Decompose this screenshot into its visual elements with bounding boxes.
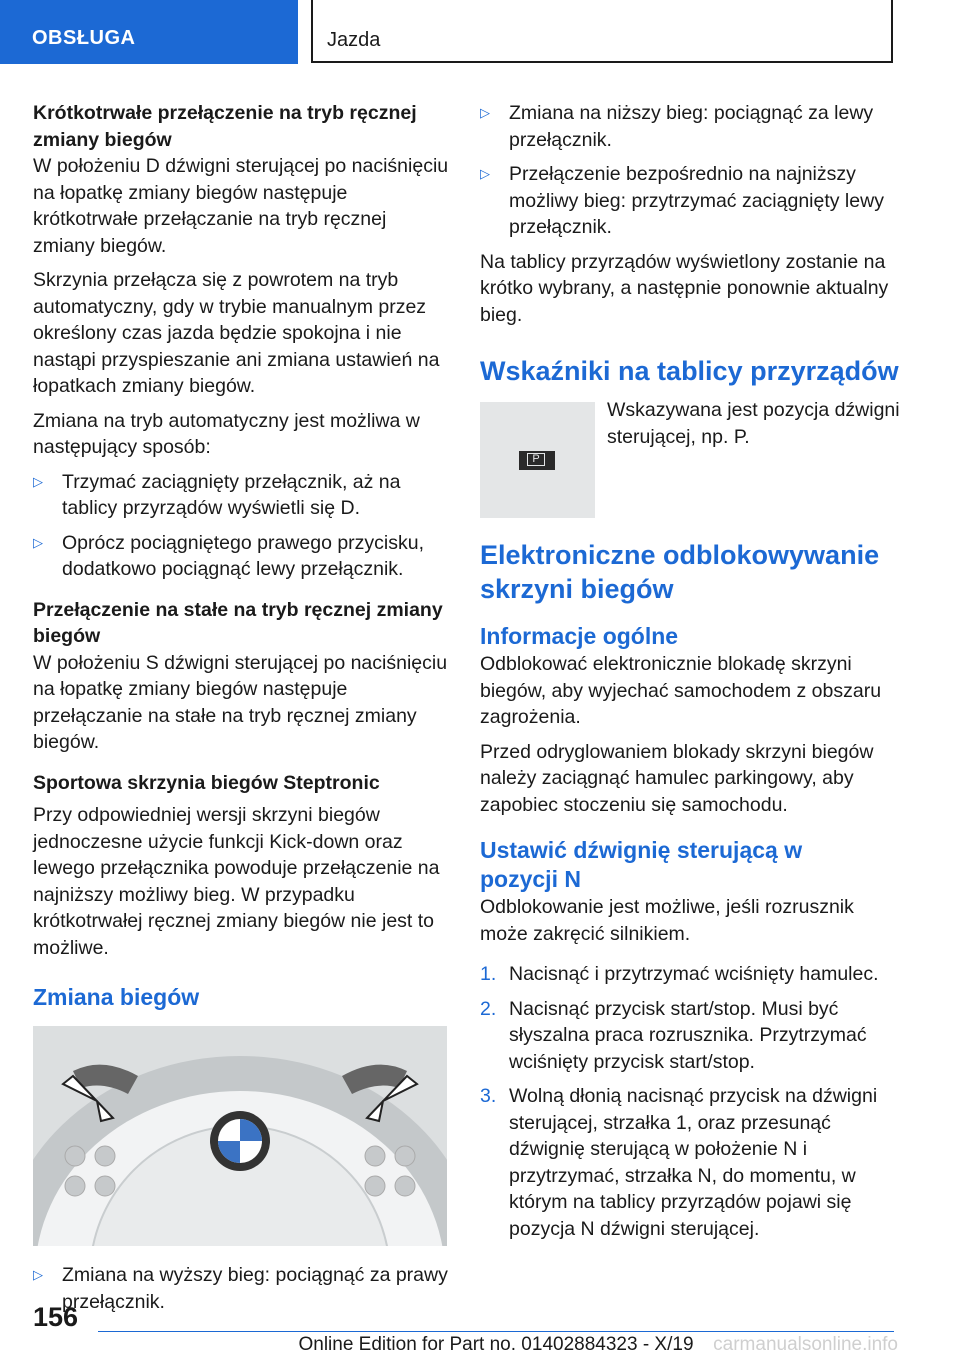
list-item <box>480 100 900 153</box>
page-number: 156 <box>33 1302 79 1332</box>
bullet-list <box>33 469 453 583</box>
paragraph: Na tablicy przyrządów wyświetlony zostanie na krótko wybrany, a następnie ponownie aktualny bieg. <box>480 250 889 326</box>
step-item <box>480 996 900 1076</box>
footer-edition: Online Edition for Part no. 01402884323 - X/19 <box>298 1334 694 1355</box>
heading-short-manual: Krótkotrwałe przełączenie na tryb ręcznej zmiany biegów <box>33 102 417 151</box>
header-section-label: OBSŁUGA <box>32 27 136 49</box>
gear-p-icon <box>519 451 555 470</box>
paragraph: Skrzynia przełącza się z powrotem na tryb automatyczny, gdy w trybie manualnym przez określony czas jazda będzie spokojna i nie nastąpi przyspieszanie ani zmiana ustawień na łopatkach zmiany biegów. <box>33 269 440 397</box>
gear-p-glyph: P <box>527 453 545 466</box>
paragraph: W położeniu S dźwigni sterującej po naciśnięciu na łopatkę zmiany biegów następuje przełączanie na stałe na tryb ręcznej zmiany biegów. <box>33 651 448 753</box>
left-column <box>33 100 453 1323</box>
triangle-right-icon: ▷ <box>480 105 490 120</box>
section-title-gear-change: Zmiana biegów <box>33 984 200 1010</box>
right-column <box>480 100 900 1250</box>
footer-divider <box>98 1331 894 1332</box>
paragraph: Odblokowanie jest możliwe, jeśli rozrusznik może zakręcić silnikiem. <box>480 896 854 945</box>
triangle-right-icon: ▷ <box>33 1267 43 1282</box>
paragraph: Zmiana na tryb automatyczny jest możliwa w następujący sposób: <box>33 409 420 458</box>
heading-steptronic: Sportowa skrzynia biegów Steptronic <box>33 771 380 794</box>
section-title-electronic-unlock: Elektroniczne odblokowywanie skrzyni biegów <box>480 540 880 604</box>
step-number: 3. <box>480 1085 497 1107</box>
header-chapter-tab <box>311 0 893 63</box>
list-item <box>480 161 900 241</box>
subsection-title-set-n: Ustawić dźwignię sterującą w pozycji N <box>480 837 803 892</box>
indicator-figure-row <box>480 399 900 518</box>
list-item-text: Przełączenie bezpośrednio na najniższy możliwy bieg: przytrzymać zaciągnięty lewy przełącznik. <box>509 163 884 238</box>
paragraph: W położeniu D dźwigni sterującej po naciśnięciu na łopatkę zmiany biegów następuje krótkotrwałe przełączanie na tryb ręcznej zmiany biegów. <box>33 155 449 257</box>
step-text: Nacisnąć przycisk start/stop. Musi być słyszalna praca rozrusznika. Przytrzymać wciśnięty przycisk start/stop. <box>509 997 867 1073</box>
list-item-text: Trzymać zaciągnięty przełącznik, aż na tablicy przyrządów wyświetli się D. <box>62 470 401 519</box>
triangle-right-icon: ▷ <box>33 534 43 550</box>
numbered-steps <box>480 961 900 1242</box>
step-number: 2. <box>480 997 497 1020</box>
header-section-tab <box>0 0 298 64</box>
step-item <box>480 961 900 988</box>
gear-indicator-image <box>480 402 595 518</box>
list-item <box>33 530 453 583</box>
footer-watermark: carmanualsonline.info <box>713 1334 898 1355</box>
steering-wheel-image <box>33 1026 447 1246</box>
section-title-indicators: Wskaźniki na tablicy przyrządów <box>480 356 899 386</box>
header-chapter-label: Jazda <box>327 29 381 51</box>
triangle-right-icon: ▷ <box>480 166 490 181</box>
subsection-title-general: Informacje ogólne <box>480 623 679 649</box>
list-item-text: Zmiana na niższy bieg: pociągnąć za lewy przełącznik. <box>509 102 874 151</box>
list-item-text: Oprócz pociągniętego prawego przycisku, dodatkowo pociągnąć lewy przełącznik. <box>62 531 425 580</box>
list-item <box>33 1262 453 1315</box>
paragraph: Odblokować elektronicznie blokadę skrzyni biegów, aby wyjechać samochodem z obszaru zagrożenia. <box>480 653 882 728</box>
paragraph: Przed odryglowaniem blokady skrzyni biegów należy zaciągnąć hamulec parkingowy, aby zapobiec stoczeniu się samochodu. <box>480 740 874 816</box>
list-item <box>33 469 453 522</box>
paragraph: Przy odpowiedniej wersji skrzyni biegów jednoczesne użycie funkcji Kick-down oraz lewego przełącznika powoduje przełączenie na najniższy możliwy bieg. W przypadku krótkotrwałej ręcznej zmiany biegów nie jest to możliwe. <box>33 804 440 959</box>
list-item-text: Zmiana na wyższy bieg: pociągnąć za prawy przełącznik. <box>62 1264 448 1313</box>
indicator-description: Wskazywana jest pozycja dźwigni sterującej, np. P. <box>607 399 900 448</box>
step-text: Wolną dłonią nacisnąć przycisk na dźwigni sterującej, strzałka 1, oraz przesunąć dźwignię sterującą w położenie N i przytrzymać, strzałka N, do momentu, w którym na tablicy przyrządów pojawi się pozycja N dźwigni sterującej. <box>509 1085 878 1240</box>
triangle-right-icon: ▷ <box>33 473 43 489</box>
step-item <box>480 1083 900 1242</box>
steering-wheel-illustration <box>33 1026 447 1246</box>
step-number: 1. <box>480 963 497 985</box>
bullet-list <box>480 100 900 241</box>
heading-permanent-manual: Przełączenie na stałe na tryb ręcznej zmiany biegów <box>33 598 443 647</box>
bullet-list <box>33 1262 453 1315</box>
step-text: Nacisnąć i przytrzymać wciśnięty hamulec. <box>509 963 879 985</box>
